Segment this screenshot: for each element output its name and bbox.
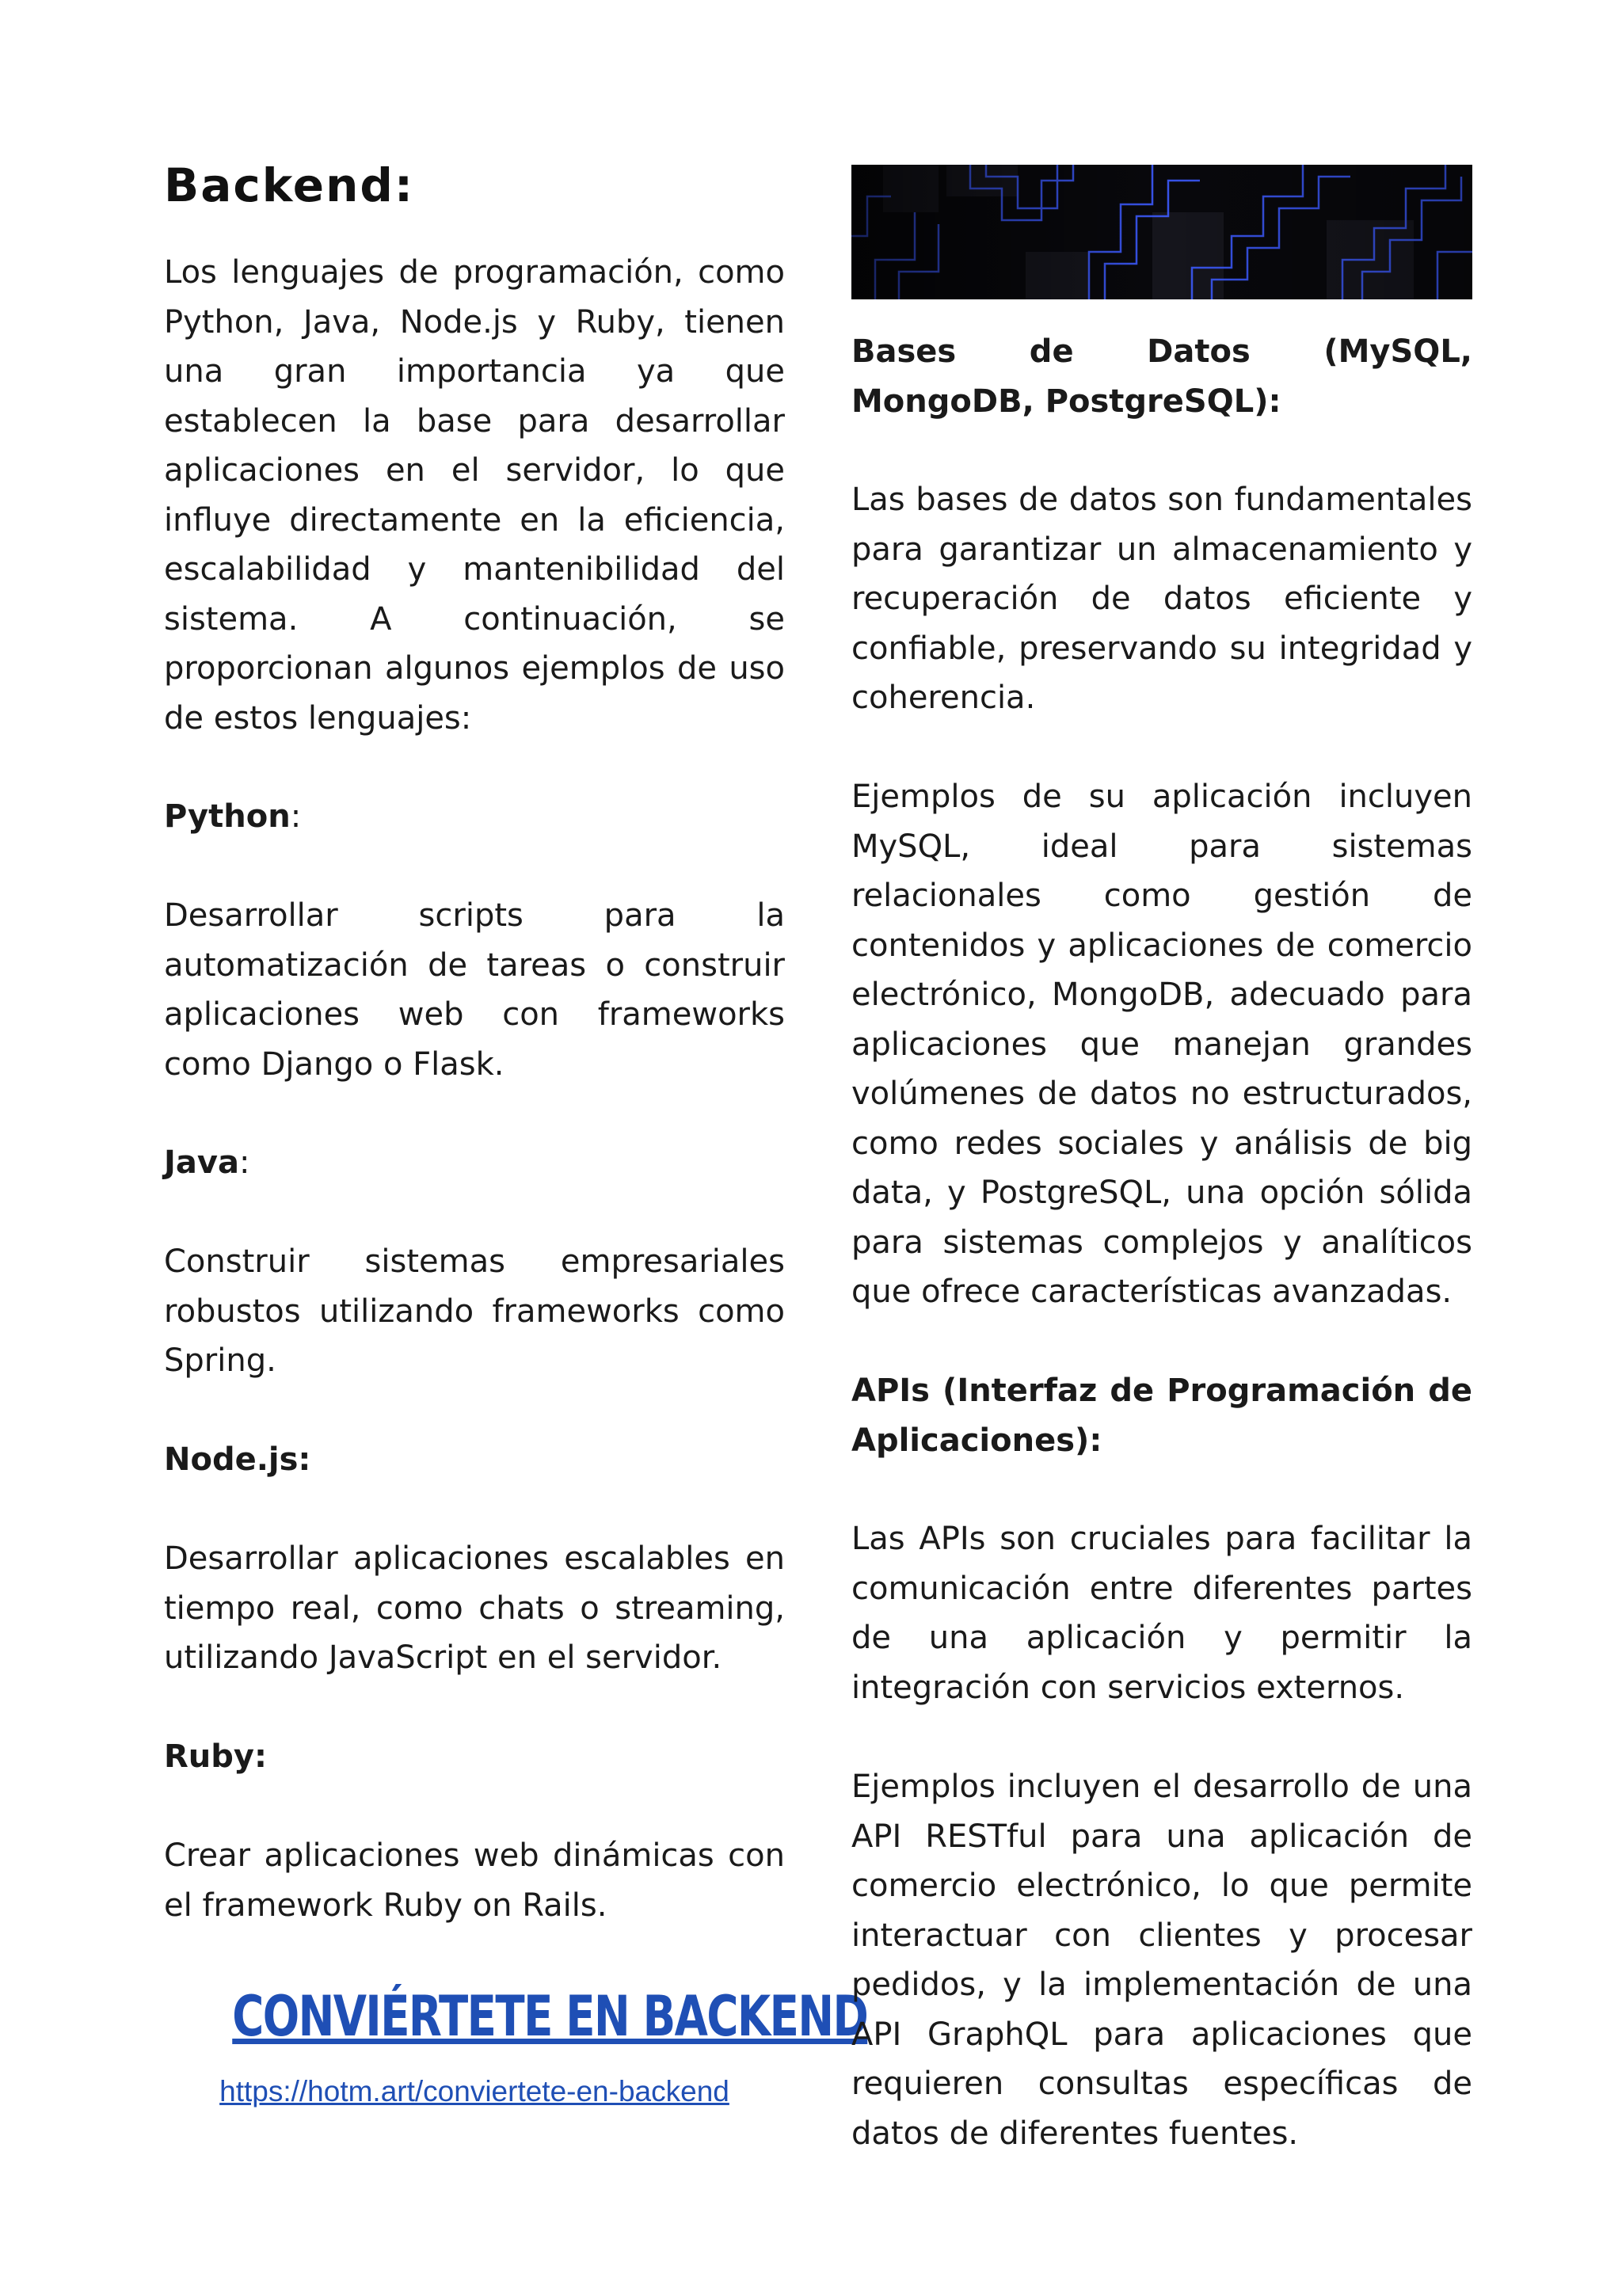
databases-paragraph-1: Las bases de datos son fundamentales para garantizar un almacenamiento y recuperación de datos eficiente y confiable, preservando su integridad y coherencia. bbox=[851, 482, 1472, 716]
java-heading-colon: : bbox=[238, 1144, 250, 1181]
cta-title-link[interactable]: CONVIÉRTETE EN BACKEND bbox=[232, 1984, 868, 2049]
circuit-image bbox=[851, 165, 1472, 299]
intro-paragraph: Los lenguajes de programación, como Python, Java, Node.js y Ruby, tienen una gran importancia ya que establecen la base para desarrollar aplicaciones en el servidor, lo que influye directamente en la eficiencia, escalabilidad y mantenibilidad del sistema. A continuación, se proporcionan algunos ejemplos de uso de estos lenguajes: bbox=[164, 254, 785, 737]
java-paragraph: Construir sistemas empresariales robustos utilizando frameworks como Spring. bbox=[164, 1243, 785, 1379]
apis-heading: APIs (Interfaz de Programación de Aplicaciones): bbox=[851, 1373, 1472, 1459]
nodejs-paragraph: Desarrollar aplicaciones escalables en tiempo real, como chats o streaming, utilizando JavaScript en el servidor. bbox=[164, 1540, 785, 1676]
python-paragraph: Desarrollar scripts para la automatización de tareas o construir aplicaciones web con frameworks como Django o Flask. bbox=[164, 897, 785, 1083]
databases-paragraph-2: Ejemplos de su aplicación incluyen MySQL, ideal para sistemas relacionales como gestión de contenidos y aplicaciones de comercio electrónico, MongoDB, adecuado para aplicaciones que manejan grandes volúmenes de datos no estructurados, como redes sociales y análisis de big data, y PostgreSQL, una opción sólida para sistemas complejos y analíticos que ofrece características avanzadas. bbox=[851, 779, 1472, 1310]
cta-url-link[interactable]: https://hotm.art/conviertete-en-backend bbox=[219, 2075, 729, 2108]
python-heading-colon: : bbox=[290, 798, 302, 835]
java-heading-label: Java bbox=[164, 1144, 239, 1181]
nodejs-heading: Node.js: bbox=[164, 1441, 311, 1478]
ruby-heading: Ruby: bbox=[164, 1738, 267, 1775]
page-title: Backend: bbox=[164, 158, 415, 212]
circuit-pattern-icon bbox=[851, 165, 1472, 299]
python-heading bbox=[164, 792, 785, 842]
ruby-paragraph: Crear aplicaciones web dinámicas con el framework Ruby on Rails. bbox=[164, 1837, 785, 1924]
python-heading-label: Python bbox=[164, 798, 291, 835]
apis-paragraph-2: Ejemplos incluyen el desarrollo de una API RESTful para una aplicación de comercio electrónico, lo que permite interactuar con clientes y procesar pedidos, y la implementación de una API GraphQL para aplicaciones que requieren consultas específicas de datos de diferentes fuentes. bbox=[851, 1769, 1472, 2152]
java-heading bbox=[164, 1138, 785, 1188]
apis-paragraph-1: Las APIs son cruciales para facilitar la comunicación entre diferentes partes de una aplicación y permitir la integración con servicios externos. bbox=[851, 1521, 1472, 1706]
databases-heading: Bases de Datos (MySQL, MongoDB, PostgreSQL): bbox=[851, 333, 1472, 420]
